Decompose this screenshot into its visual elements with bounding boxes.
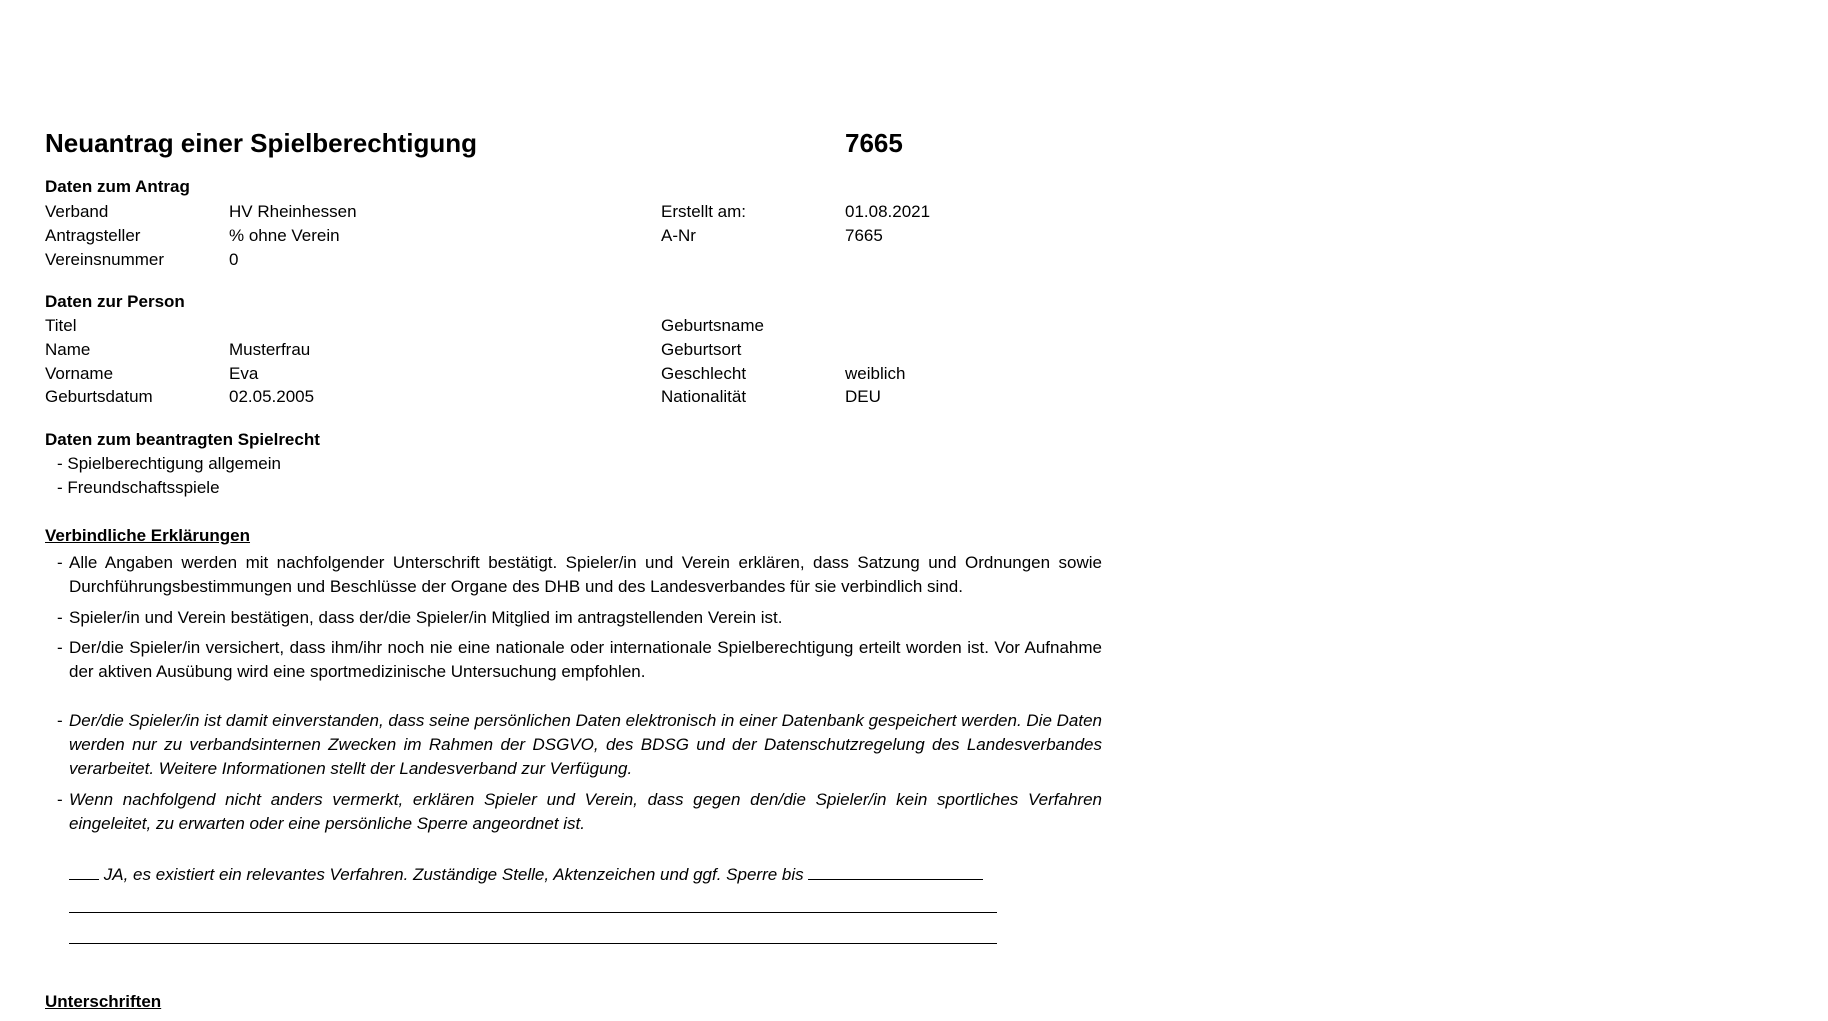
field-label: Vorname	[45, 364, 114, 383]
blank-entry-line[interactable]	[69, 912, 997, 913]
title-row	[45, 128, 1105, 164]
field-value: 02.05.2005	[229, 387, 315, 406]
field-label: Nationalität	[661, 387, 747, 406]
section-heading-unterschriften: Unterschriften	[45, 992, 162, 1011]
section-heading-erklaerungen: Verbindliche Erklärungen	[45, 526, 251, 545]
declaration-text: Der/die Spieler/in versichert, dass ihm/ihr noch nie eine nationale oder internationale Spielberechtigung erteilt worden ist. Vor Aufnahme der aktiven Ausübung wird eine sportmedizinische Untersuchung empfohlen.	[69, 638, 1102, 681]
bullet-dash: -	[57, 790, 63, 809]
checkbox-blank-line[interactable]	[69, 865, 99, 880]
declaration-text: Der/die Spieler/in ist damit einverstanden, dass seine persönlichen Daten elektronisch in einer Datenbank gespeichert werden. Die Daten werden nur zu verbandsinternen Zwecken im Rahmen der DSGVO, des BDSG und der Datenschutzregelung des Landesverbandes verarbeitet. Weitere Informationen stellt der Landesverband zur Verfügung.	[69, 711, 1102, 778]
field-label: A-Nr	[661, 226, 696, 245]
field-label: Vereinsnummer	[45, 250, 165, 269]
declaration-item	[57, 606, 1102, 630]
person-row	[45, 340, 1105, 364]
person-row	[45, 316, 1105, 340]
field-label: Geburtsort	[661, 340, 742, 359]
declaration-item	[57, 636, 1102, 684]
section-heading-antrag: Daten zum Antrag	[45, 177, 190, 196]
field-label: Geschlecht	[661, 364, 747, 383]
field-value: DEU	[845, 387, 881, 406]
field-label: Geburtsdatum	[45, 387, 153, 406]
antrag-row	[45, 250, 1105, 274]
field-value: HV Rheinhessen	[229, 202, 357, 221]
field-label: Name	[45, 340, 91, 359]
spielrecht-item: - Freundschaftsspiele	[57, 478, 220, 497]
page-title: Neuantrag einer Spielberechtigung	[45, 128, 477, 158]
declaration-item	[57, 709, 1102, 781]
field-label: Antragsteller	[45, 226, 141, 245]
person-row	[45, 387, 1105, 411]
field-value: 0	[229, 250, 239, 269]
field-label: Titel	[45, 316, 77, 335]
field-label: Erstellt am:	[661, 202, 747, 221]
field-value: weiblich	[845, 364, 906, 383]
antrag-row	[45, 202, 1105, 226]
bullet-dash: -	[57, 553, 63, 572]
declaration-text: Wenn nachfolgend nicht anders vermerkt, erklären Spieler und Verein, dass gegen den/die Spieler/in kein sportliches Verfahren eingeleitet, zu erwarten oder eine persönliche Sperre angeordnet ist.	[69, 790, 1102, 833]
field-label: Verband	[45, 202, 109, 221]
declaration-item	[57, 788, 1102, 836]
person-row	[45, 364, 1105, 388]
declaration-text: Alle Angaben werden mit nachfolgender Unterschrift bestätigt. Spieler/in und Verein erklären, dass Satzung und Ordnungen sowie Durchführungsbestimmungen und Beschlüsse der Organe des DHB und des Landesverbandes für sie verbindlich sind.	[69, 553, 1102, 596]
field-value: 7665	[845, 226, 883, 245]
spielrecht-item: - Spielberechtigung allgemein	[57, 454, 281, 473]
verfahren-text: JA, es existiert ein relevantes Verfahren. Zuständige Stelle, Aktenzeichen und ggf. Sperre bis	[103, 865, 804, 884]
field-value: 01.08.2021	[845, 202, 931, 221]
declaration-text: Spieler/in und Verein bestätigen, dass der/die Spieler/in Mitglied im antragstellenden Verein ist.	[69, 608, 783, 627]
bullet-dash: -	[57, 608, 63, 627]
application-number: 7665	[845, 128, 903, 158]
field-value: Musterfrau	[229, 340, 311, 359]
section-heading-person: Daten zur Person	[45, 292, 185, 311]
verfahren-blank-line[interactable]	[808, 865, 983, 880]
section-heading-spielrecht: Daten zum beantragten Spielrecht	[45, 430, 320, 449]
declaration-item	[57, 551, 1102, 599]
field-label: Geburtsname	[661, 316, 764, 335]
bullet-dash: -	[57, 711, 63, 730]
bullet-dash: -	[57, 638, 63, 657]
blank-entry-line[interactable]	[69, 943, 997, 944]
antrag-row	[45, 226, 1105, 250]
verfahren-line	[69, 865, 999, 885]
field-value: % ohne Verein	[229, 226, 340, 245]
field-value: Eva	[229, 364, 259, 383]
